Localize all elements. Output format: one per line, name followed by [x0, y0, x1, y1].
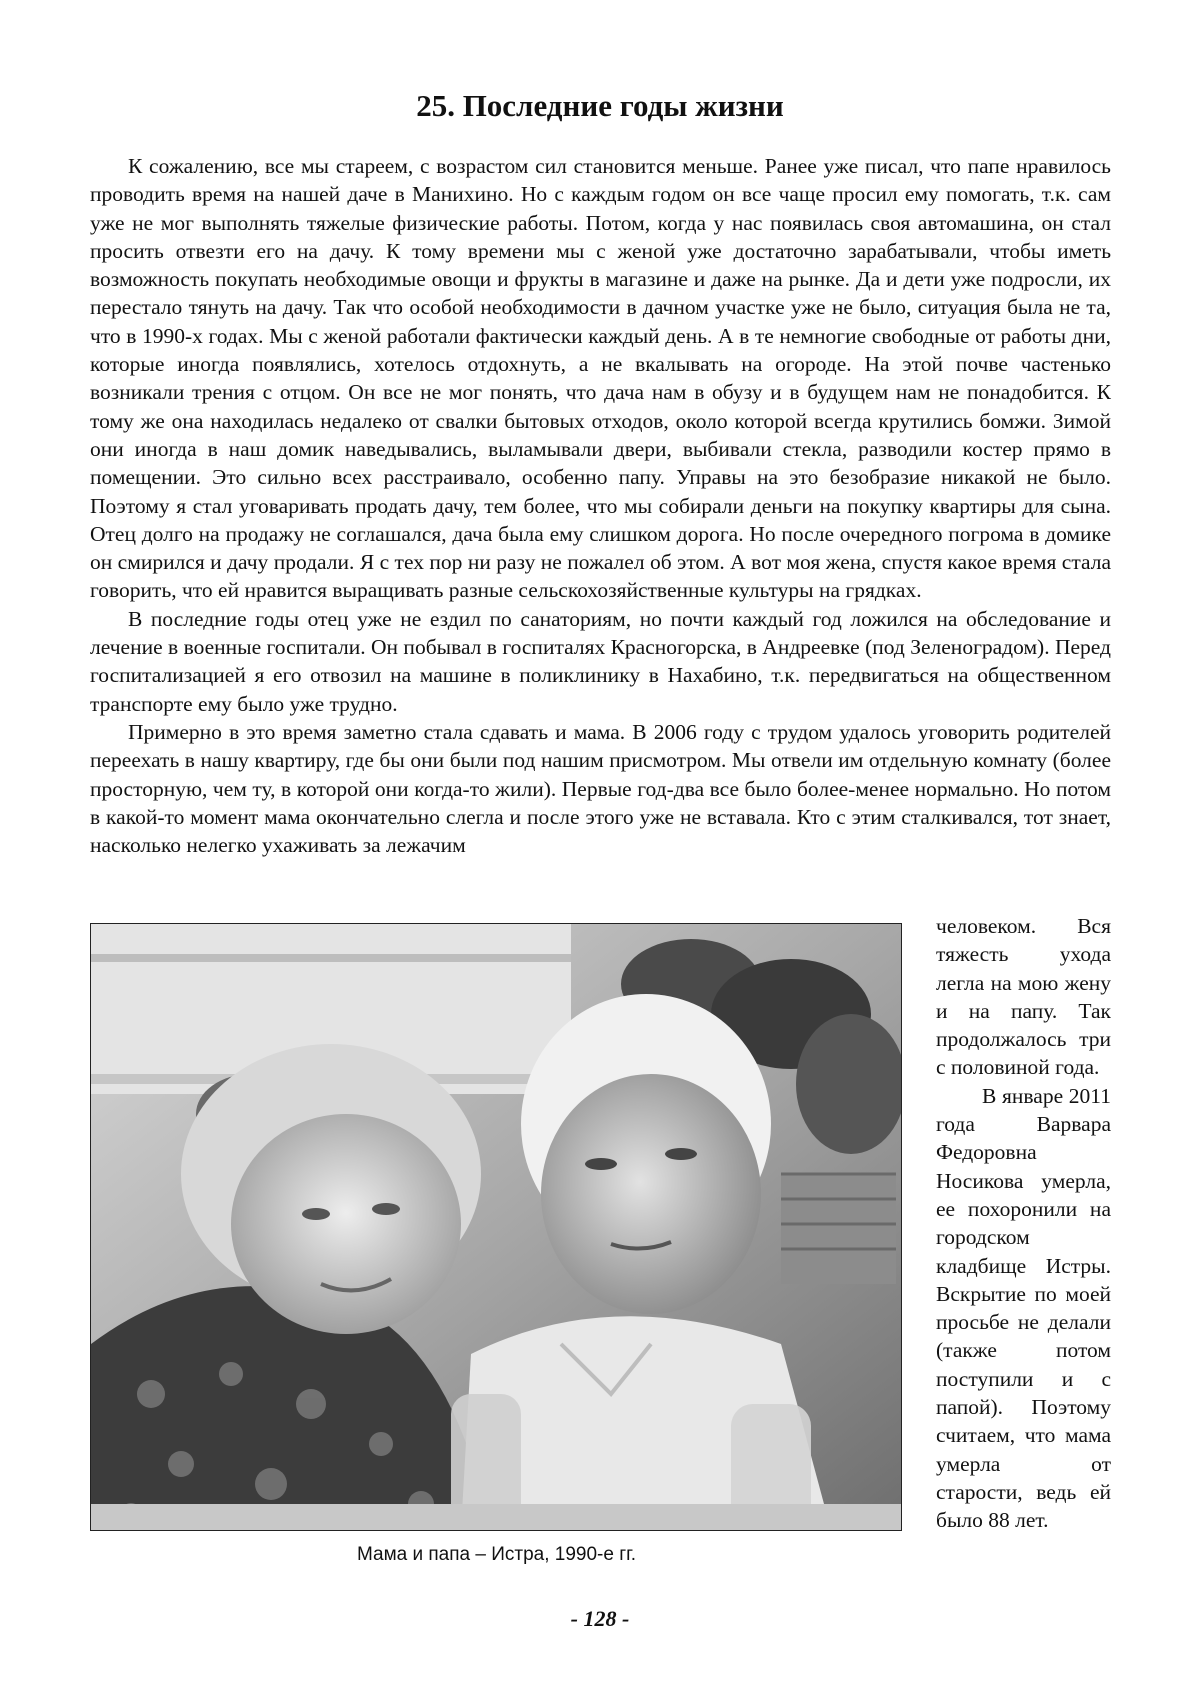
side-paragraph: В январе 2011 года Варвара Федоровна Носикова умерла, ее похоронили на городском кладбище Истры. Вскрытие по моей просьбе не делали (также потом поступили и с папой). Поэтому считаем, что мама умерла от старости, ведь ей было 88 лет. — [936, 1083, 1111, 1533]
main-text — [90, 152, 1111, 859]
family-photo — [90, 923, 902, 1531]
photo-caption: Мама и папа – Истра, 1990-е гг. — [356, 1544, 637, 1565]
photo-illustration — [91, 924, 901, 1530]
paragraph: В последние годы отец уже не ездил по санаториям, но почти каждый год ложился на обследование и лечение в военные госпитали. Он побывал в госпиталях Красногорска, в Андреевке (под Зеленоградом). Перед госпитализацией я его отвозил на машине в поликлинику в Нахабино, т.к. передвигаться на общественном транспорте ему было уже трудно. — [90, 606, 1111, 716]
chapter-title: 25. Последние годы жизни — [416, 88, 784, 123]
photo-figure — [90, 923, 903, 1567]
paragraph: Примерно в это время заметно стала сдавать и мама. В 2006 году с трудом удалось уговорить родителей переехать в нашу квартиру, где бы они были под нашим присмотром. Мы отвели им отдельную комнату (более просторную, чем ту, в которой они когда-то жили). Первые год-два все было более-менее нормально. Но потом в какой-то момент мама окончательно слегла и после этого уже не вставала. Кто с этим сталкивался, тот знает, насколько нелегко ухаживать за лежачим — [90, 719, 1111, 858]
paragraph: К сожалению, все мы стареем, с возрастом сил становится меньше. Ранее уже писал, что папе нравилось проводить время на нашей даче в Манихино. Но с каждым годом он все чаще просил ему помогать, т.к. сам уже не мог выполнять тяжелые физические работы. Потом, когда у нас появилась своя автомашина, он стал просить отвезти его на дачу. К тому времени мы с женой уже достаточно зарабатывали, чтобы иметь возможность покупать необходимые овощи и фрукты в магазине и даже на рынке. Да и дети уже подросли, их перестало тянуть на дачу. Так что особой необходимости в дачном участке уже не было, ситуация была не та, что в 1990-х годах. Мы с женой работали фактически каждый день. А в те немногие свободные от работы дни, которые иногда появлялись, хотелось отдохнуть, а не вкалывать на огороде. На этой почве частенько возникали трения с отцом. Он все не мог понять, что дача нам в обузу и в будущем нам не понадобится. К тому же она находилась недалеко от свалки бытовых отходов, около которой всегда крутились бомжи. Зимой они иногда в наш домик наведывались, выламывали двери, выбивали стекла, разводили костер прямо в помещении. Это сильно всех расстраивало, особенно папу. Управы на это безобразие никакой не было. Поэтому я стал уговаривать продать дачу, тем более, что мы собирали деньги на покупку квартиры для сына. Отец долго на продажу не соглашался, дача была ему слишком дорога. Но после очередного погрома в домике он смирился и дачу продали. Я с тех пор ни разу не пожалел об этом. А вот моя жена, спустя какое время стала говорить, что ей нравится выращивать разные сельскохозяйственные культуры на грядках. — [90, 154, 1111, 603]
page-number: - 128 - — [570, 1606, 630, 1631]
side-paragraph: человеком. Вся тяжесть ухода легла на мою жену и на папу. Так продолжалось три с половиной года. — [936, 914, 1111, 1080]
side-column-text — [936, 912, 1111, 1535]
